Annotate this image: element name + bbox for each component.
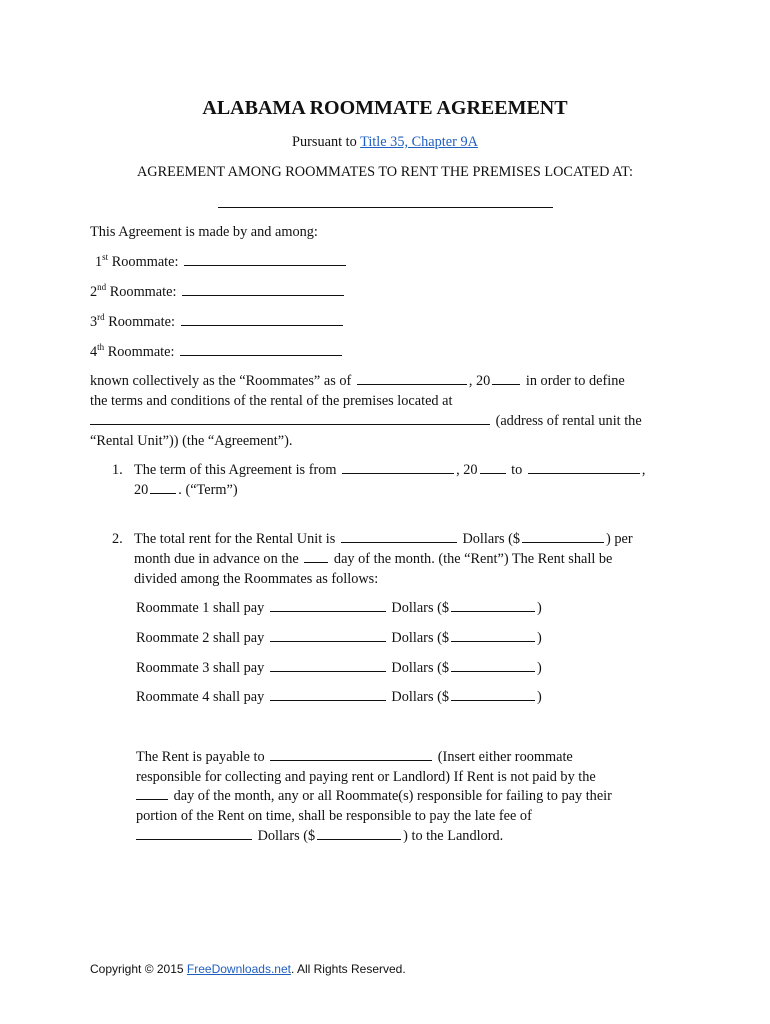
year-prefix: 20 — [134, 482, 149, 498]
rental-address-blank[interactable] — [90, 423, 490, 425]
ordinal-suffix: rd — [97, 312, 105, 323]
to-landlord-text: ) to the Landlord. — [403, 828, 504, 844]
share-roommate-4 — [136, 689, 542, 706]
share-roommate-1 — [136, 600, 542, 617]
term-start-date-blank[interactable] — [342, 472, 454, 474]
term-end-date-blank[interactable] — [528, 472, 640, 474]
roommate-label: Roommate: — [104, 314, 175, 330]
term-label: . (“Term”) — [178, 482, 238, 498]
share-label: Roommate 4 shall pay — [136, 689, 265, 705]
copyright-prefix: Copyright © 2015 — [90, 962, 187, 976]
item-2-line-1 — [134, 531, 633, 548]
payable-line-2: responsible for collecting and paying rent or Landlord) If Rent is not paid by the — [136, 769, 596, 785]
share-label: Roommate 1 shall pay — [136, 600, 265, 616]
dollars-label: Dollars ($ — [391, 630, 449, 646]
ordinal-number: 2 — [90, 284, 98, 300]
share-2-amount-blank[interactable] — [451, 640, 535, 642]
close-paren: ) — [537, 600, 542, 616]
due-text-end: day of the month. (the “Rent”) The Rent shall be — [333, 551, 613, 567]
late-day-blank[interactable] — [136, 798, 168, 800]
total-rent-amount-blank[interactable] — [522, 541, 604, 543]
share-4-amount-blank[interactable] — [451, 699, 535, 701]
payable-line-1 — [136, 749, 573, 766]
total-rent-text: The total rent for the Rental Unit is — [134, 531, 336, 547]
ordinal-suffix: st — [102, 252, 109, 263]
term-start-year-blank[interactable] — [480, 472, 506, 474]
late-fee-words-blank[interactable] — [136, 838, 252, 840]
payable-line-3 — [136, 788, 612, 805]
known-line-4: “Rental Unit”)) (the “Agreement”). — [90, 433, 293, 449]
pursuant-line — [0, 134, 770, 151]
as-of-date-blank[interactable] — [357, 383, 467, 385]
roommate-1-line — [95, 254, 348, 271]
document-title: ALABAMA ROOMMATE AGREEMENT — [202, 97, 568, 119]
pursuant-prefix: Pursuant to — [292, 134, 361, 150]
roommate-2-line — [90, 284, 346, 301]
total-rent-words-blank[interactable] — [341, 541, 457, 543]
payable-text: The Rent is payable to — [136, 749, 265, 765]
known-text: known collectively as the “Roommates” as of — [90, 373, 352, 389]
late-day-text: day of the month, any or all Roommate(s) responsible for failing to pay their — [173, 788, 612, 804]
known-line-1 — [90, 373, 625, 390]
known-text-end: in order to define — [525, 373, 625, 389]
ordinal-number: 4 — [90, 344, 98, 360]
roommate-3-line — [90, 314, 345, 331]
roommate-label: Roommate: — [106, 284, 177, 300]
copyright-footer — [90, 962, 406, 976]
roommate-label: Roommate: — [104, 344, 175, 360]
share-1-words-blank[interactable] — [270, 610, 386, 612]
term-text: The term of this Agreement is from — [134, 462, 337, 478]
close-paren: ) — [537, 630, 542, 646]
known-line-3 — [90, 413, 642, 430]
ordinal-number: 3 — [90, 314, 98, 330]
late-fee-amount-blank[interactable] — [317, 838, 401, 840]
roommate-4-line — [90, 344, 344, 361]
share-label: Roommate 3 shall pay — [136, 660, 265, 676]
share-label: Roommate 2 shall pay — [136, 630, 265, 646]
statute-link[interactable]: Title 35, Chapter 9A — [360, 134, 478, 150]
year-prefix: , 20 — [456, 462, 478, 478]
dollars-label: Dollars ($ — [257, 828, 316, 844]
share-roommate-3 — [136, 660, 542, 677]
roommate-1-name-blank[interactable] — [184, 264, 346, 266]
payee-blank[interactable] — [270, 759, 432, 761]
roommate-4-name-blank[interactable] — [180, 354, 342, 356]
item-2-line-2 — [134, 551, 612, 568]
known-line-2: the terms and conditions of the rental of the premises located at — [90, 393, 453, 409]
term-end-year-blank[interactable] — [150, 492, 176, 494]
ordinal-suffix: nd — [97, 282, 107, 293]
dollars-label: Dollars ($ — [462, 531, 521, 547]
per-text: ) per — [606, 531, 633, 547]
item-2-line-3: divided among the Roommates as follows: — [134, 571, 379, 587]
share-1-amount-blank[interactable] — [451, 610, 535, 612]
ordinal-suffix: th — [97, 342, 105, 353]
as-of-year-blank[interactable] — [492, 383, 520, 385]
item-1-number: 1. — [112, 462, 123, 478]
item-1-line-1 — [134, 462, 645, 479]
roommate-2-name-blank[interactable] — [182, 294, 344, 296]
premises-address-blank[interactable] — [218, 207, 553, 208]
due-text: month due in advance on the — [134, 551, 299, 567]
copyright-suffix: . All Rights Reserved. — [290, 962, 406, 976]
payable-note: (Insert either roommate — [437, 749, 573, 765]
share-3-amount-blank[interactable] — [451, 670, 535, 672]
due-day-blank[interactable] — [304, 561, 328, 563]
premises-heading: AGREEMENT AMONG ROOMMATES TO RENT THE PREMISES LOCATED AT: — [136, 164, 634, 180]
year-prefix: , 20 — [468, 373, 491, 389]
term-to: to — [511, 462, 523, 478]
intro-text: This Agreement is made by and among: — [90, 224, 318, 240]
item-2-number: 2. — [112, 531, 123, 547]
dollars-label: Dollars ($ — [391, 600, 449, 616]
item-1-line-2 — [134, 482, 238, 499]
freedownloads-link[interactable]: FreeDownloads.net — [186, 962, 291, 976]
dollars-label: Dollars ($ — [391, 689, 449, 705]
share-4-words-blank[interactable] — [270, 699, 386, 701]
address-note: (address of rental unit the — [495, 413, 642, 429]
share-roommate-2 — [136, 630, 542, 647]
dollars-label: Dollars ($ — [391, 660, 449, 676]
share-2-words-blank[interactable] — [270, 640, 386, 642]
roommate-3-name-blank[interactable] — [181, 324, 343, 326]
close-paren: ) — [537, 689, 542, 705]
roommate-label: Roommate: — [108, 254, 179, 270]
comma: , — [641, 462, 646, 478]
share-3-words-blank[interactable] — [270, 670, 386, 672]
payable-line-5 — [136, 828, 503, 845]
ordinal-number: 1 — [95, 254, 103, 270]
close-paren: ) — [537, 660, 542, 676]
payable-line-4: portion of the Rent on time, shall be responsible to pay the late fee of — [136, 808, 532, 824]
